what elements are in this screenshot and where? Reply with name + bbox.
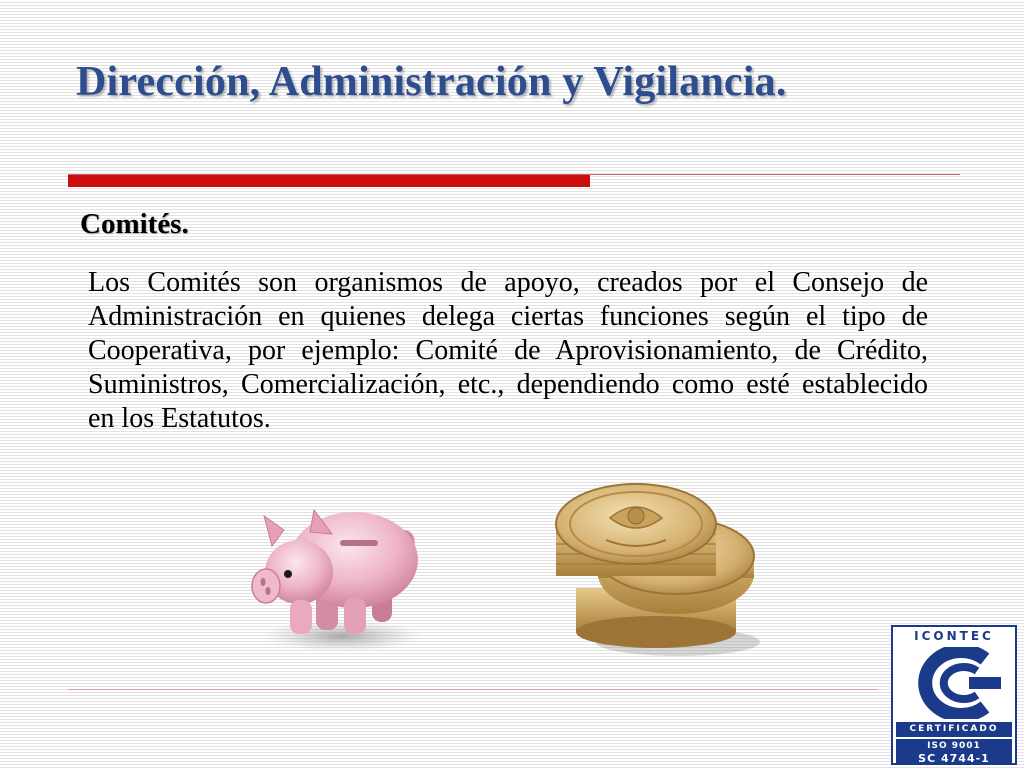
logo-name: ICONTEC (914, 629, 994, 643)
logo-certificate-code: SC 4744-1 (896, 753, 1012, 765)
title-divider-accent (68, 175, 590, 187)
bottom-divider (68, 689, 878, 690)
coin-stack-icon (548, 478, 768, 658)
slide-title: Dirección, Administración y Vigilancia. (76, 59, 787, 105)
piggy-bank-icon (244, 494, 429, 654)
icontec-emblem-icon (907, 647, 1001, 719)
logo-certified-label: CERTIFICADO (896, 722, 1012, 737)
body-paragraph: Los Comités son organismos de apoyo, creados por el Consejo de Administración en quienes delega ciertas funciones según el tipo de Cooperativa, por ejemplo: Comité de Aprovisionamiento, de Crédito, Suministros, Comercialización, etc., dependiendo como esté establecido en los Estatutos. (88, 267, 928, 434)
section-heading: Comités. (80, 208, 189, 240)
icontec-logo (891, 625, 1017, 765)
logo-standard-label: ISO 9001 (896, 739, 1012, 754)
